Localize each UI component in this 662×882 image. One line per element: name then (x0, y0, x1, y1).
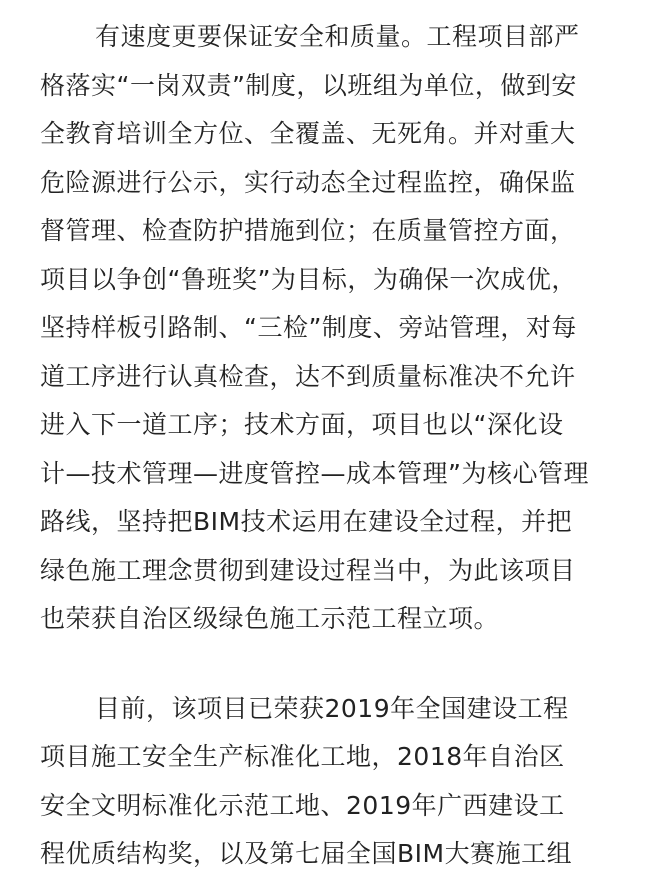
text-line: 路线，坚持把BIM技术运用在建设全过程，并把 (40, 507, 573, 536)
text-line: 安全文明标准化示范工地、2019年广西建设工 (40, 790, 565, 820)
text-line: 也荣获自治区级绿色施工示范工程立项。 (40, 604, 500, 633)
paragraph-spacer (40, 644, 622, 685)
text-line: 目前，该项目已荣获2019年全国建设工程 (95, 693, 569, 723)
text-line: 坚持样板引路制、“三检”制度、旁站管理，对每 (40, 313, 577, 342)
text-line: 进入下一道工序；技术方面，项目也以“深化设 (40, 410, 564, 439)
text-line: 有速度更要保证安全和质量。工程项目部严 (95, 22, 580, 51)
article-body (40, 13, 622, 879)
paragraph-awards (40, 685, 622, 879)
text-line: 计—技术管理—进度管控—成本管理”为核心管理 (40, 458, 589, 488)
text-line: 程优质结构奖，以及第七届全国BIM大赛施工组 (40, 839, 573, 868)
text-line: 格落实“一岗双责”制度，以班组为单位，做到安 (40, 70, 577, 100)
text-line: 道工序进行认真检查，达不到质量标准决不允许 (40, 361, 576, 391)
text-line: 危险源进行公示，实行动态全过程监控，确保监 (40, 167, 576, 197)
text-line: 项目施工安全生产标准化工地，2018年自治区 (40, 742, 565, 771)
text-line: 项目以争创“鲁班奖”为目标，为确保一次成优， (40, 264, 577, 294)
text-line: 全教育培训全方位、全覆盖、无死角。并对重大 (40, 119, 576, 148)
text-line: 绿色施工理念贯彻到建设过程当中，为此该项目 (40, 555, 576, 585)
paragraph-safety-quality (40, 13, 622, 644)
text-line: 督管理、检查防护措施到位；在质量管控方面， (40, 216, 576, 245)
